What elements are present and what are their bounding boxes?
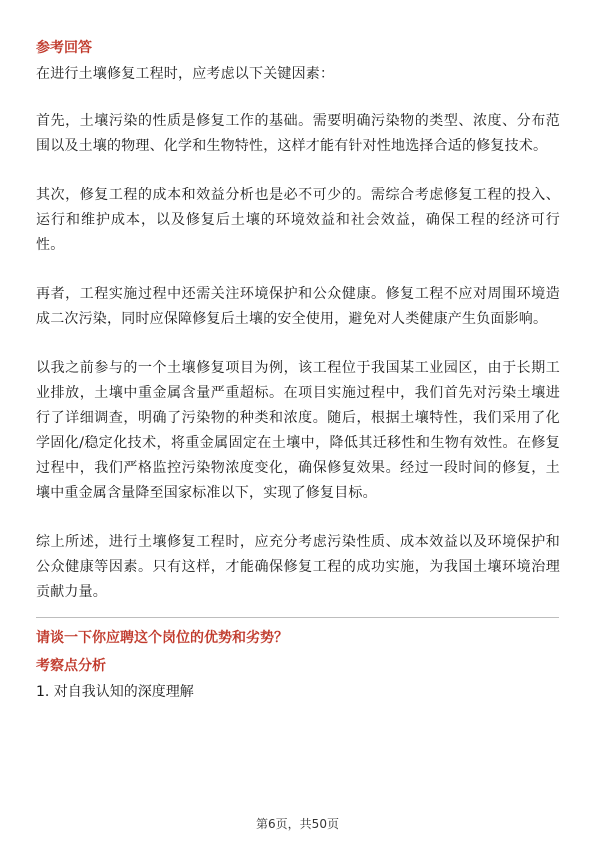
- analysis-heading: 考察点分析: [36, 658, 106, 674]
- answer-paragraph-2: 其次，修复工程的成本和效益分析也是必不可少的。需综合考虑修复工程的投入、运行和维护成本，以及修复后土壤的环境效益和社会效益，确保工程的经济可行性。: [36, 187, 560, 253]
- next-question-title: 请谈一下你应聘这个岗位的优势和劣势？: [36, 630, 288, 646]
- page-content: [36, 38, 560, 702]
- answer-paragraph-5: 综上所述，进行土壤修复工程时，应充分考虑污染性质、成本效益以及环境保护和公众健康等因素。只有这样，才能确保修复工程的成功实施，为我国土壤环境治理贡献力量。: [36, 534, 560, 600]
- answer-heading: 参考回答: [36, 40, 92, 56]
- answer-paragraph-1: 首先，土壤污染的性质是修复工作的基础。需要明确污染物的类型、浓度、分布范围以及土壤的物理、化学和生物特性，这样才能有针对性地选择合适的修复技术。: [36, 113, 560, 154]
- page-number: 第6页，共50页: [256, 817, 339, 831]
- answer-paragraph-4: 以我之前参与的一个土壤修复项目为例，该工程位于我国某工业园区，由于长期工业排放，土壤中重金属含量严重超标。在项目实施过程中，我们首先对污染土壤进行了详细调查，明确了污染物的种类和浓度。随后，根据土壤特性，我们采用了化学固化/稳定化技术，将重金属固定在土壤中，降低其迁移性和生物有效性。在修复过程中，我们严格监控污染物浓度变化，确保修复效果。经过一段时间的修复，土壤中重金属含量降至国家标准以下，实现了修复目标。: [36, 360, 560, 501]
- answer-paragraph-3: 再者，工程实施过程中还需关注环境保护和公众健康。修复工程不应对周围环境造成二次污染，同时应保障修复后土壤的安全使用，避免对人类健康产生负面影响。: [36, 286, 560, 327]
- answer-intro: 在进行土壤修复工程时，应考虑以下关键因素：: [36, 66, 335, 82]
- section-divider: [36, 617, 559, 618]
- analysis-point-1: 1. 对自我认知的深度理解: [36, 684, 194, 700]
